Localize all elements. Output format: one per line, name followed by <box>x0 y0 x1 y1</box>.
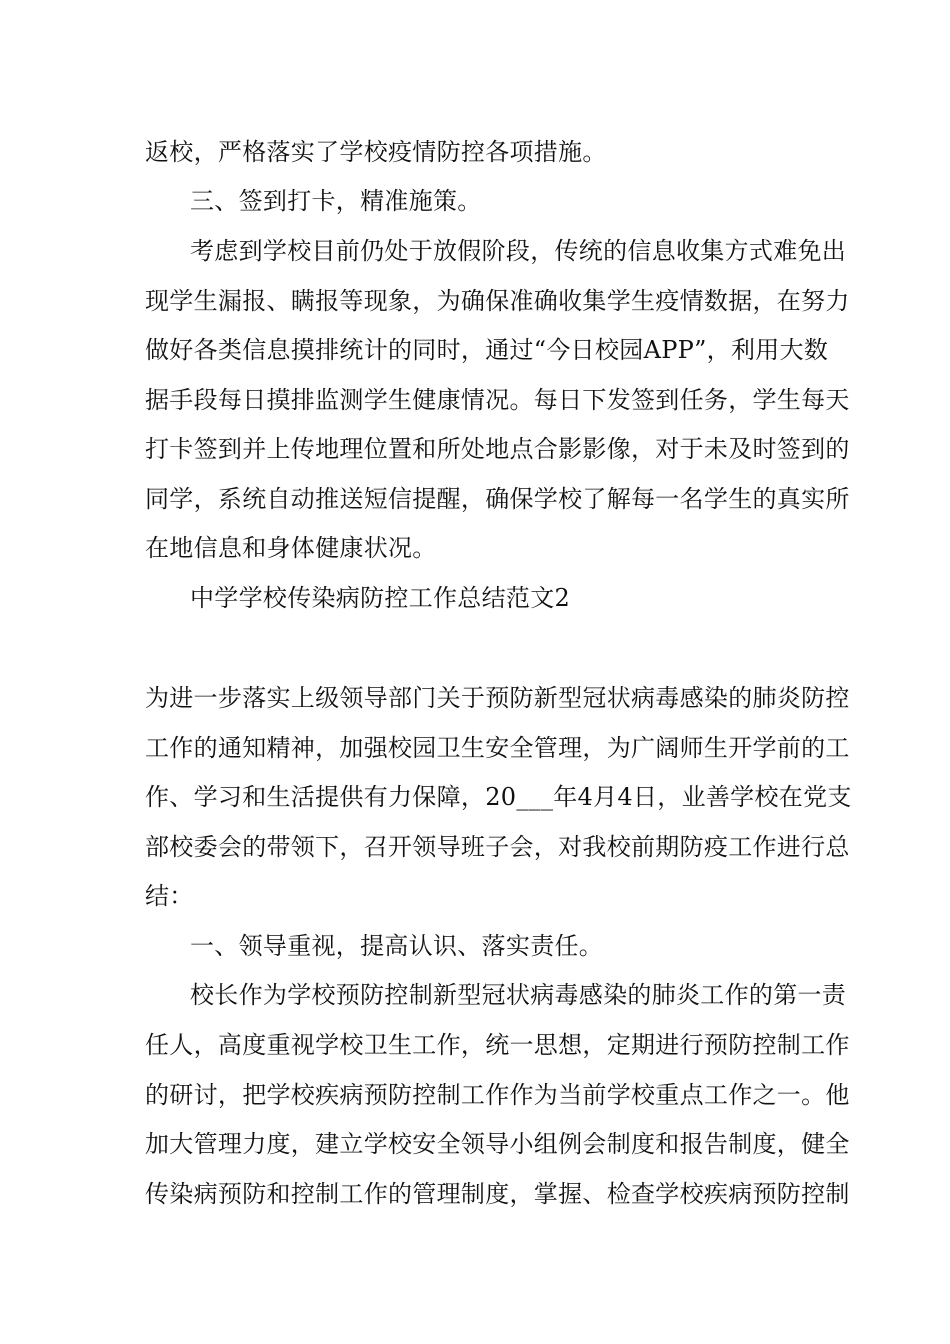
paragraph-line: 考虑到学校目前仍处于放假阶段，传统的信息收集方式难免出 <box>190 237 847 265</box>
paragraph-line: 校长作为学校预防控制新型冠状病毒感染的肺炎工作的第一责 <box>190 981 847 1009</box>
paragraph-line: 结： <box>145 882 194 910</box>
paragraph-line: 同学，系统自动推送短信提醒，确保学校了解每一名学生的真实所 <box>145 485 850 513</box>
document-title: 中学学校传染病防控工作总结范文2 <box>190 584 571 612</box>
paragraph-line: 的研讨，把学校疾病预防控制工作作为当前学校重点工作之一。他 <box>145 1081 850 1109</box>
paragraph-line: 工作的通知精神，加强校园卫生安全管理，为广阔师生开学前的工 <box>145 734 850 762</box>
section-heading: 一、领导重视，提高认识、落实责任。 <box>190 932 604 960</box>
paragraph-line: 加大管理力度，建立学校安全领导小组例会制度和报告制度，健全 <box>145 1130 850 1158</box>
section-heading: 三、签到打卡，精准施策。 <box>190 187 482 215</box>
paragraph-line: 做好各类信息摸排统计的同时，通过“今日校园APP”，利用大数 <box>145 336 829 364</box>
paragraph-line: 据手段每日摸排监测学生健康情况。每日下发签到任务，学生每天 <box>145 386 850 414</box>
paragraph-line: 传染病预防和控制工作的管理制度，掌握、检查学校疾病预防控制 <box>145 1180 850 1208</box>
paragraph-line: 现学生漏报、瞒报等现象，为确保准确收集学生疫情数据，在努力 <box>145 287 850 315</box>
paragraph-line: 打卡签到并上传地理位置和所处地点合影影像，对于未及时签到的 <box>145 435 850 463</box>
paragraph-line: 返校，严格落实了学校疫情防控各项措施。 <box>145 138 607 166</box>
paragraph-line: 任人，高度重视学校卫生工作，统一思想，定期进行预防控制工作 <box>145 1031 850 1059</box>
paragraph-line: 为进一步落实上级领导部门关于预防新型冠状病毒感染的肺炎防控 <box>145 684 850 712</box>
paragraph-line: 在地信息和身体健康状况。 <box>145 534 437 562</box>
paragraph-line: 部校委会的带领下，召开领导班子会，对我校前期防疫工作进行总 <box>145 833 850 861</box>
paragraph-line: 作、学习和生活提供有力保障，20___年4月4日，业善学校在党支 <box>145 783 852 811</box>
